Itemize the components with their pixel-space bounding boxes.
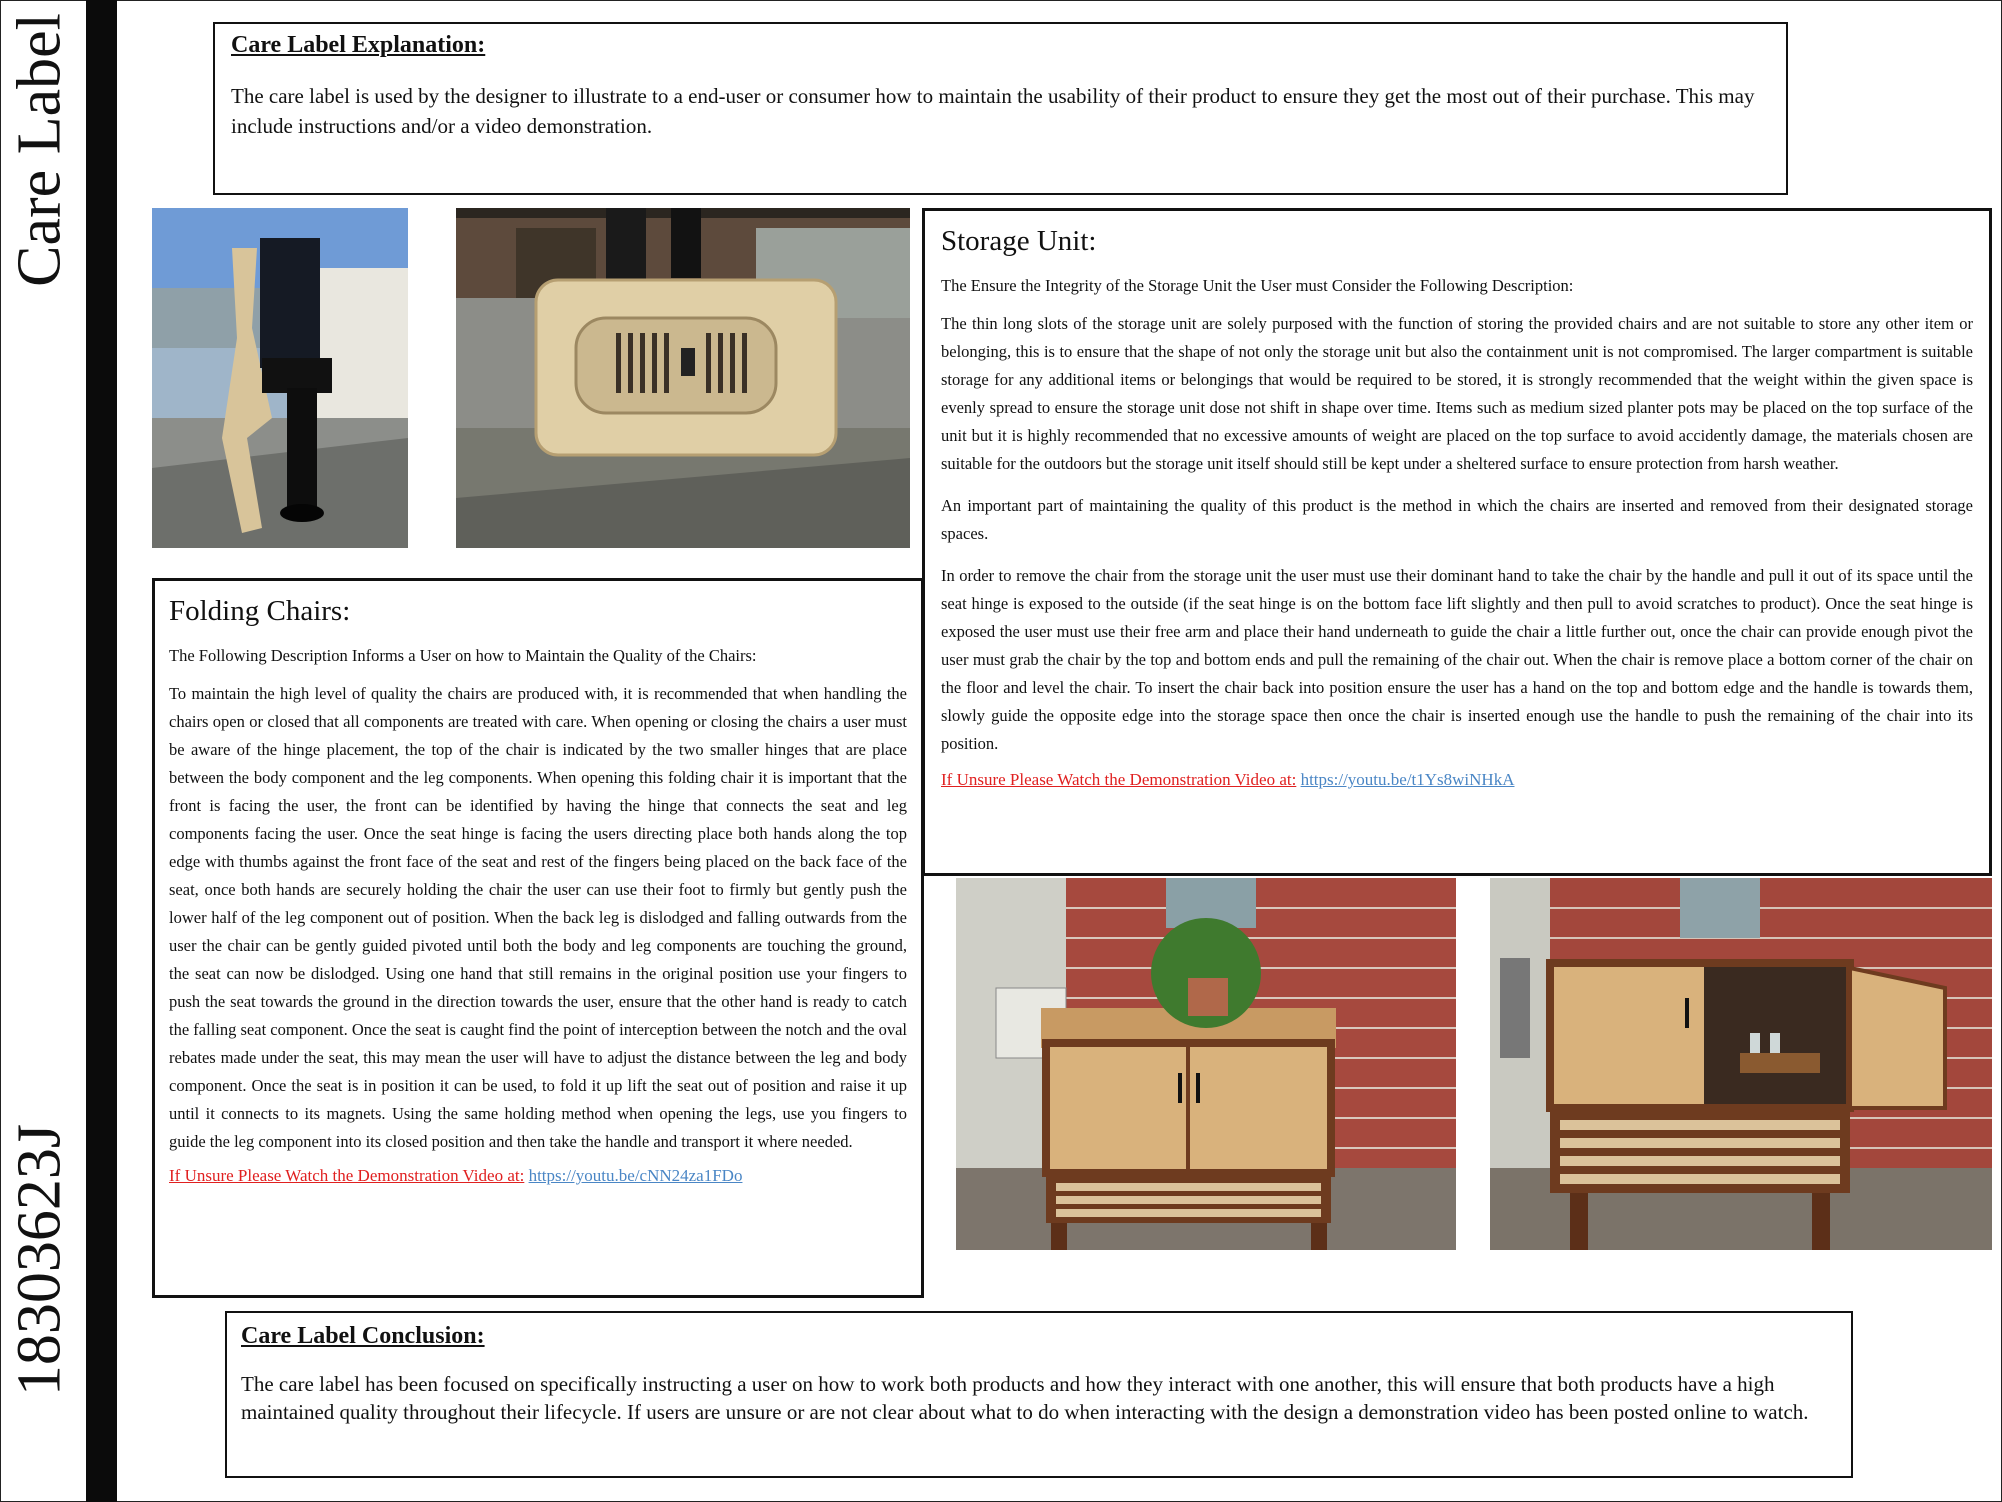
folding-chairs-box xyxy=(152,578,924,1298)
student-id: 18303623J xyxy=(5,1123,74,1397)
chairs-heading: Folding Chairs: xyxy=(169,595,351,627)
storage-unit-box xyxy=(922,208,1992,876)
photo-storage-unit-open xyxy=(1490,878,1992,1250)
chairs-body: To maintain the high level of quality the chairs are produced with, it is recommended that when handling the chairs open or closed that all components are treated with care. When opening or closing the chairs a user must be aware of the hinge placement, the top of the chair is indicated by the two smaller hinges that are place between the body component and the leg components. When opening this folding chair it is important that the front is facing the user, the front can be identified by having the hinge that connects the seat and leg components facing the user. Once the seat hinge is facing the users directing place both hands along the top edge with thumbs against the front face of the seat and rest of the fingers being placed on the back face of the seat, once both hands are securely holding the chair the user can use their foot to firmly but gently push the lower half of the leg component out of position. When the back leg is dislodged and falling outwards from the user the chair can be gently guided pivoted until both the body and leg components are touching the ground, the seat can now be dislodged. Using one hand that still remains in the original position use your fingers to push the seat towards the ground in the direction towards the user, ensure that the other hand is ready to catch the falling seat component. Once the seat is caught find the point of interception between the notch and the oval rebates made under the seat, this may mean the user will have to adjust the distance between the leg and body component. Once the seat is in position it can be used, to fold it up lift the seat out of position and raise it up until it connects to its magnets. Using the same holding method when opening the legs, use you fingers to guide the leg component into its closed position and then take the handle and transport it where needed. xyxy=(169,684,907,1151)
chairs-video-prefix: If Unsure Please Watch the Demonstration Video at: xyxy=(169,1166,525,1185)
side-title-strip xyxy=(0,0,80,1502)
storage-video-link[interactable]: https://youtu.be/t1Ys8wiNHkA xyxy=(1300,770,1515,789)
storage-paragraph-3: In order to remove the chair from the storage unit the user must use their dominant hand to take the chair by the handle and pull it out of its space until the seat hinge is exposed to the outside (if the seat hinge is on the bottom face lift slightly and then pull to avoid scratches to product). Once the seat hinge is exposed the user must use their free arm and place their hand underneath to guide the chair a little further out, once the chair can provide enough pivot the user must grab the chair by the top and bottom ends and pull the remaining of the chair out. When the chair is remove place a bottom corner of the chair on the floor and level the chair. To insert the chair back into position ensure the user has a hand on the top and bottom edge and the handle is towards them, slowly guide the opposite edge into the storage space then once the chair is inserted enough use the handle to push the remaining of the chair into its position. xyxy=(941,566,1973,753)
photo-folded-chair xyxy=(456,208,910,548)
chairs-subheading: The Following Description Informs a User on how to Maintain the Quality of the Chairs: xyxy=(169,646,757,665)
chairs-video-link[interactable]: https://youtu.be/cNN24za1FDo xyxy=(528,1166,743,1185)
storage-video-line xyxy=(941,770,1973,790)
storage-paragraph-2: An important part of maintaining the quality of this product is the method in which the chairs are inserted and removed from their designated storage spaces. xyxy=(941,496,1973,543)
photo-person-seated-on-chair xyxy=(152,208,408,548)
photo-storage-unit-closed xyxy=(956,878,1456,1250)
conclusion-heading: Care Label Conclusion: xyxy=(241,1323,485,1349)
storage-paragraph-1: The thin long slots of the storage unit are solely purposed with the function of storing the provided chairs and are not suitable to store any other item or belonging, this is to ensure that the shape of not only the storage unit but also the containment unit is not compromised. The larger compartment is suitable storage for any additional items or belongings that would be required to be stored, it is strongly recommended that the weight within the given space is evenly spread to ensure the storage unit dose not shift in shape over time. Items such as medium sized planter pots may be placed on the top surface of the unit but it is highly recommended that no excessive amounts of weight are placed on the top surface to avoid accidently damage, the materials chosen are suitable for the outdoors but the storage unit itself should still be kept under a sheltered surface to ensure protection from harsh weather. xyxy=(941,314,1973,473)
storage-heading: Storage Unit: xyxy=(941,225,1097,257)
storage-video-prefix: If Unsure Please Watch the Demonstration Video at: xyxy=(941,770,1297,789)
explanation-box xyxy=(213,22,1788,195)
conclusion-body: The care label has been focused on specifically instructing a user on how to work both products and how they interact with one another, this will ensure that both products have a high maintained quality throughout their lifecycle. If users are unsure or are not clear about what to do when interacting with the design a demonstration video has been posted online to watch. xyxy=(241,1372,1809,1424)
explanation-heading: Care Label Explanation: xyxy=(231,32,486,58)
conclusion-box xyxy=(225,1311,1853,1478)
black-divider-bar xyxy=(86,0,117,1502)
explanation-body: The care label is used by the designer to illustrate to a end-user or consumer how to maintain the usability of their product to ensure they get the most out of their purchase. This may include instructions and/or a video demonstration. xyxy=(231,84,1755,138)
page-title: Care Label xyxy=(5,13,74,287)
storage-subheading: The Ensure the Integrity of the Storage Unit the User must Consider the Following Description: xyxy=(941,276,1574,295)
chairs-video-line xyxy=(169,1166,907,1186)
